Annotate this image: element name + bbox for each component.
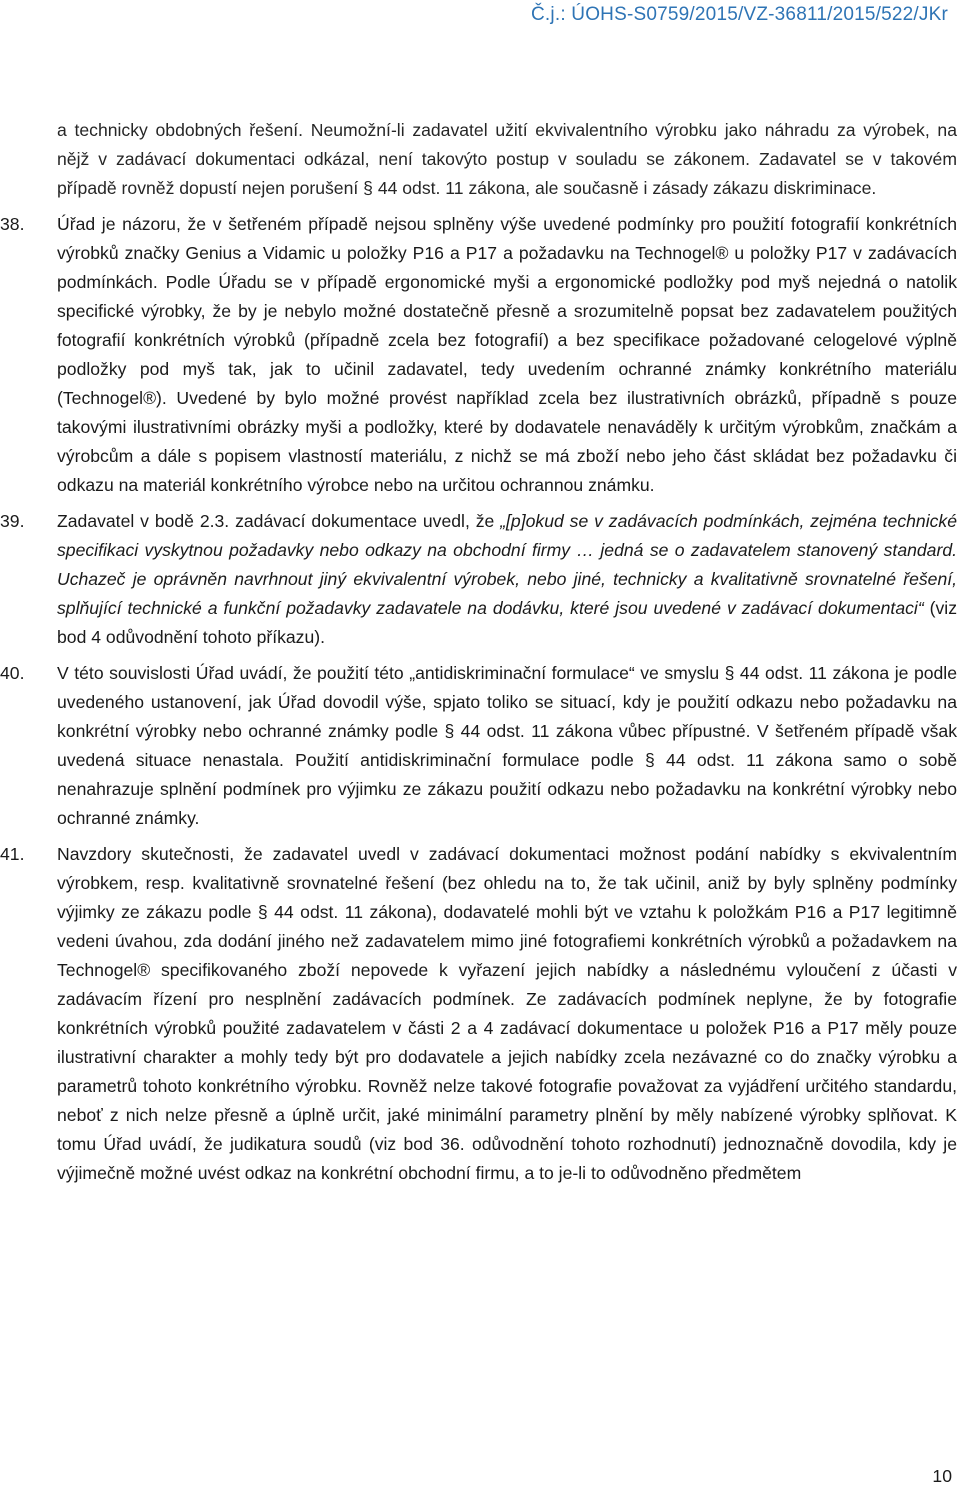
paragraph-number: 39. [0,511,25,531]
document-reference-header: Č.j.: ÚOHS-S0759/2015/VZ-36811/2015/522/JKr [531,4,948,25]
paragraph-41 [0,840,957,1188]
page-number: 10 [932,1466,952,1486]
paragraph-tail: (viz bod 4 odůvodnění tohoto příkazu). [57,598,958,647]
paragraph-39 [0,507,958,652]
quoted-text: „[p]okud se v zadávacích podmínkách, zejména technické specifikaci vyskytnou požadavky nebo odkazy na obchodní firmy … jedná se o zadavatelem stanovený standard. Uchazeč je oprávněn navrhnout jiný ekvivalentní výrobek, nebo jiné, technicky a kvalitativně srovnatelné řešení, splňující technické a funkční požadavky zadavatele na dodávku, které jsou uvedené v zadávací dokumentaci“ [57,511,957,618]
paragraph-text: Úřad je názoru, že v šetřeném případě nejsou splněny výše uvedené podmínky pro použití fotografií konkrétních výrobků značky Genius a Vidamic u položky P16 a P17 a požadavku na Technogel® u položky P17 v zadávacích podmínkách. Podle Úřadu se v případě ergonomické myši a ergonomické podložky pod myš nejedná o natolik specifické výrobky, že by je nebylo možné dostatečně přesně a srozumitelně popsat bez zadavatelem použitých fotografií konkrétních výrobků (případně zcela bez fotografií) a bez specifikace požadované celogelové výplně podložky pod myš tak, jak to učinil zadavatel, tedy uvedením ochranné známky konkrétního materiálu (Technogel®). Uvedené by bylo možné provést například zcela bez ilustrativních obrázků, případně s pouze takovými ilustrativními obrázky myši a podložky, které by dodavatele nenaváděly k určitým výrobkům, značkám a výrobcům a dále s popisem vlastností materiálu, z nichž se má zboží nebo jeho část skládat bez požadavku či odkazu na materiál konkrétního výrobce nebo na určitou ochrannou známku. [57,214,957,495]
paragraph-38 [0,210,957,500]
paragraph-number: 38. [0,214,25,234]
document-body [0,116,958,1195]
paragraph-text [57,507,957,652]
paragraph-lead: Zadavatel v bodě 2.3. zadávací dokumentace uvedl, že [57,511,501,531]
paragraph-number: 40. [0,663,25,683]
paragraph-number: 41. [0,844,25,864]
paragraph-text: Navzdory skutečnosti, že zadavatel uvedl v zadávací dokumentaci možnost podání nabídky s ekvivalentním výrobkem, resp. kvalitativně srovnatelné řešení (bez ohledu na to, že tak učinil, aniž by byly splněny podmínky výjimky ze zákazu podle § 44 odst. 11 zákona), dodavatelé mohli být ve vztahu k položkám P16 a P17 legitimně vedeni úvahou, zda dodání jiného než zadavatelem mimo jiné fotografiemi konkrétních výrobků a požadavkem na Technogel® specifikovaného zboží nepovede k vyřazení jejich nabídky a následnému vyloučení z účasti v zadávacím řízení pro nesplnění zadávacích podmínek. Ze zadávacích podmínek neplyne, že by fotografie konkrétních výrobků použité zadavatelem v části 2 a 4 zadávací dokumentace u položek P16 a P17 měly pouze ilustrativní charakter a mohly tedy být pro dodavatele a jejich nabídky zcela nezávazné co do značky výrobku a parametrů tohoto konkrétního výrobku. Rovněž nelze takové fotografie považovat za vyjádření určitého standardu, neboť z nich nelze přesně a úplně určit, jaké minimální parametry plnění by měly nabízené výrobky splňovat. K tomu Úřad uvádí, že judikatura soudů (viz bod 36. odůvodnění tohoto rozhodnutí) jednoznačně dovodila, kdy je výjimečně možné uvést odkaz na konkrétní obchodní firmu, a to je-li to odůvodněno předmětem [57,844,957,1183]
intro-paragraph [57,116,957,203]
paragraph-40 [0,659,957,833]
paragraph-text: V této souvislosti Úřad uvádí, že použití této „antidiskriminační formulace“ ve smyslu § 44 odst. 11 zákona je podle uvedeného ustanovení, jak Úřad dovodil výše, spjato toliko se situací, kdy je použití odkazu nebo požadavku na konkrétní výrobky nebo ochranné známky podle § 44 odst. 11 zákona vůbec přípustné. V šetřeném případě však uvedená situace nenastala. Použití antidiskriminační formulace podle § 44 odst. 11 zákona samo o sobě nenahrazuje splnění podmínek pro výjimku ze zákazu použití odkazu nebo požadavku na konkrétní výrobky nebo ochranné známky. [57,663,957,828]
intro-text: a technicky obdobných řešení. Neumožní-li zadavatel užití ekvivalentního výrobku jako náhradu za výrobek, na nějž v zadávací dokumentaci odkázal, není takovýto postup v souladu se zákonem. Zadavatel se v takovém případě rovněž dopustí nejen porušení § 44 odst. 11 zákona, ale současně i zásady zákazu diskriminace. [57,120,957,198]
